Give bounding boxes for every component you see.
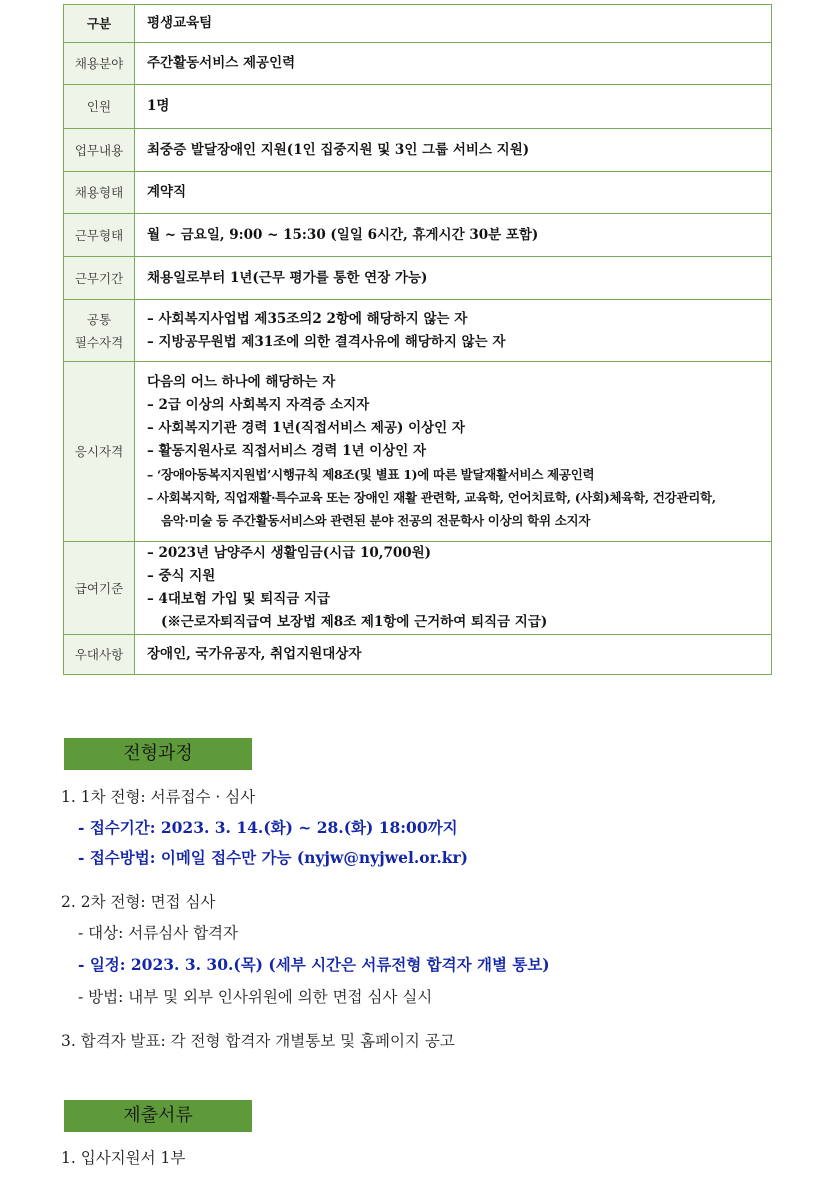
row-line: 다음의 어느 하나에 해당하는 자 (147, 374, 336, 390)
row-key: 근무형태 (64, 214, 135, 257)
process-step-2-target: - 대상: 서류심사 합격자 (78, 924, 238, 942)
table-row (64, 129, 772, 172)
table-row (64, 635, 772, 675)
row-key: 우대사항 (64, 635, 135, 675)
row-key: 인원 (64, 85, 135, 129)
row-line: – 사회복지학, 직업재활·특수교육 또는 장애인 재활 관련학, 교육학, 언어치료학, (사회)체육학, 건강관리학, (147, 490, 716, 505)
process-step-1-method: - 접수방법: 이메일 접수만 가능 (nyjw@nyjwel.or.kr) (78, 848, 468, 867)
row-line: 최중증 발달장애인 지원(1인 집중지원 및 3인 그룹 서비스 지원) (147, 141, 530, 158)
row-line: – 지방공무원법 제31조에 의한 결격사유에 해당하지 않는 자 (147, 333, 506, 350)
section-title-process: 전형과정 (64, 738, 252, 770)
table-row (64, 172, 772, 214)
row-line: – 2023년 남양주시 생활임금(시급 10,700원) (147, 545, 432, 561)
row-line: 음악·미술 등 주간활동서비스와 관련된 분야 전공의 전문학사 이상의 학위 소지자 (161, 513, 591, 528)
row-line: – ‘장애아동복지지원법’시행규칙 제8조(및 별표 1)에 따른 발달재활서비스 제공인력 (147, 467, 595, 482)
row-line: 월 ~ 금요일, 9:00 ~ 15:30 (일일 6시간, 휴게시간 30분 포함) (147, 226, 539, 243)
table-row (64, 85, 772, 129)
row-line: – 활동지원사로 직접서비스 경력 1년 이상인 자 (147, 443, 427, 459)
process-step-3: 3. 합격자 발표: 각 전형 합격자 개별통보 및 홈페이지 공고 (61, 1032, 455, 1050)
process-step-2-schedule: - 일정: 2023. 3. 30.(목) (세부 시간은 서류전형 합격자 개별 통보) (78, 955, 550, 974)
document-item-1: 1. 입사지원서 1부 (61, 1149, 186, 1167)
row-line: 채용일로부터 1년(근무 평가를 통한 연장 가능) (147, 269, 428, 286)
table-row (64, 43, 772, 85)
row-line: – 사회복지사업법 제35조의2 2항에 해당하지 않는 자 (147, 310, 468, 327)
row-key: 근무기간 (64, 257, 135, 300)
row-key: 채용형태 (64, 172, 135, 214)
table-row (64, 257, 772, 300)
header-key: 구분 (64, 5, 135, 43)
row-line: 주간활동서비스 제공인력 (147, 55, 296, 71)
row-line: – 사회복지기관 경력 1년(직접서비스 제공) 이상인 자 (147, 420, 465, 436)
row-line: – 4대보험 가입 및 퇴직금 지급 (147, 591, 331, 607)
section-title-documents: 제출서류 (64, 1100, 252, 1132)
process-step-1: 1. 1차 전형: 서류접수 · 심사 (61, 788, 256, 806)
row-line: 1명 (147, 98, 170, 114)
row-key: 급여기준 (64, 542, 135, 635)
row-line: – 중식 지원 (147, 568, 216, 584)
row-line: 계약직 (147, 184, 187, 200)
table-row (64, 300, 772, 362)
row-line: (※근로자퇴직급여 보장법 제8조 제1항에 근거하여 퇴직금 지급) (161, 614, 548, 630)
process-step-2-method: - 방법: 내부 및 외부 인사위원에 의한 면접 심사 실시 (78, 988, 433, 1006)
recruitment-table (63, 4, 772, 675)
table-row (64, 542, 772, 635)
row-key: 응시자격 (64, 362, 135, 542)
table-row (64, 214, 772, 257)
row-line: – 2급 이상의 사회복지 자격증 소지자 (147, 397, 370, 413)
row-key: 채용분야 (64, 43, 135, 85)
process-step-1-period: - 접수기간: 2023. 3. 14.(화) ~ 28.(화) 18:00까지 (78, 818, 458, 837)
row-line: 장애인, 국가유공자, 취업지원대상자 (147, 646, 362, 662)
row-key-line2: 필수자격 (74, 334, 124, 350)
header-value: 평생교육팀 (135, 5, 772, 43)
row-key-line1: 공통 (86, 311, 112, 327)
table-row (64, 362, 772, 542)
row-key: 업무내용 (64, 129, 135, 172)
table-header-row (64, 5, 772, 43)
process-step-2: 2. 2차 전형: 면접 심사 (61, 893, 216, 911)
